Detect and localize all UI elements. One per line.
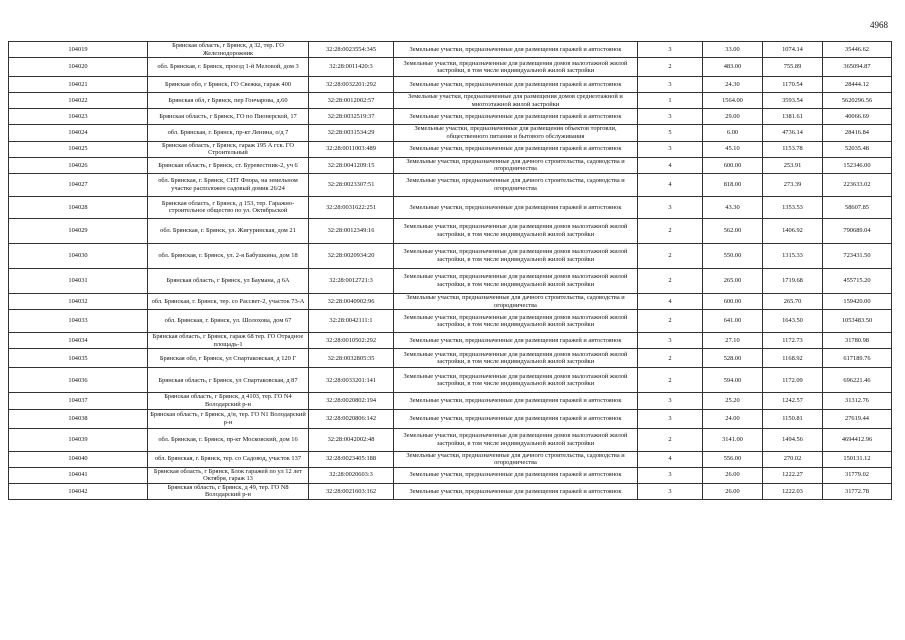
row-cadastral-value: 790689.04 — [823, 218, 892, 243]
row-land-use: Земельные участки, предназначенные для размещения домов малоэтажной жилой застройки, в том числе индивидуальной жилой застройки — [394, 368, 638, 393]
row-cadastral-value: 52035.48 — [823, 141, 892, 157]
row-land-use: Земельные участки, предназначенные для размещения домов малоэтажной жилой застройки, в том числе индивидуальной жилой застройки — [394, 218, 638, 243]
row-specific-value: 755.89 — [763, 58, 823, 77]
table-row — [9, 333, 892, 349]
row-area: 550.00 — [703, 243, 763, 268]
row-area: 562.00 — [703, 218, 763, 243]
row-specific-value: 1172.09 — [763, 368, 823, 393]
row-area: 27.10 — [703, 333, 763, 349]
row-cadastral-number: 32:28:0012721:3 — [309, 268, 394, 293]
row-group: 3 — [638, 333, 703, 349]
row-cadastral-value: 31772.78 — [823, 483, 892, 499]
row-cadastral-value: 696221.46 — [823, 368, 892, 393]
row-cadastral-value: 40066.69 — [823, 109, 892, 125]
row-cadastral-number: 32:28:0020802:194 — [309, 393, 394, 409]
row-cadastral-number: 32:28:0023307:51 — [309, 173, 394, 196]
row-address: обл. Брянская, г. Брянск, тер. со Садовод, участок 137 — [148, 451, 309, 467]
table-row — [9, 268, 892, 293]
row-group: 2 — [638, 268, 703, 293]
row-cadastral-value: 31780.98 — [823, 333, 892, 349]
row-address: Брянская обл, г Брянск, ГО Свежка, гараж 400 — [148, 77, 309, 93]
row-cadastral-value: 1053483.50 — [823, 310, 892, 333]
row-area: 556.00 — [703, 451, 763, 467]
row-land-use: Земельные участки, предназначенные для размещения домов среднеэтажной и многоэтажной жилой застройки — [394, 93, 638, 109]
row-group: 2 — [638, 58, 703, 77]
table-row — [9, 196, 892, 218]
row-cadastral-value: 223633.02 — [823, 173, 892, 196]
row-land-use: Земельные участки, предназначенные для дачного строительства, садоводства и огородничества — [394, 173, 638, 196]
row-area: 600.00 — [703, 293, 763, 309]
row-land-use: Земельные участки, предназначенные для размещения гаражей и автостоянок — [394, 109, 638, 125]
row-group: 1 — [638, 93, 703, 109]
row-group: 3 — [638, 141, 703, 157]
row-land-use: Земельные участки, предназначенные для размещения гаражей и автостоянок — [394, 483, 638, 499]
row-id: 104040 — [9, 451, 148, 467]
row-specific-value: 1406.92 — [763, 218, 823, 243]
row-id: 104019 — [9, 42, 148, 58]
row-id: 104033 — [9, 310, 148, 333]
row-cadastral-number: 32:28:0032519:37 — [309, 109, 394, 125]
row-area: 33.00 — [703, 42, 763, 58]
row-land-use: Земельные участки, предназначенные для размещения домов малоэтажной жилой застройки, в том числе индивидуальной жилой застройки — [394, 428, 638, 451]
row-cadastral-value: 28416.84 — [823, 125, 892, 141]
row-id: 104022 — [9, 93, 148, 109]
row-address: обл. Брянская, г. Брянск, ул. Жигуринская, дом 21 — [148, 218, 309, 243]
row-id: 104041 — [9, 467, 148, 483]
row-id: 104027 — [9, 173, 148, 196]
row-specific-value: 1153.78 — [763, 141, 823, 157]
table-row — [9, 349, 892, 368]
row-address: Брянская область, г Брянск, д 32, тер. ГО Железнодорожник — [148, 42, 309, 58]
row-land-use: Земельные участки, предназначенные для дачного строительства, садоводства и огородничества — [394, 451, 638, 467]
row-specific-value: 1222.03 — [763, 483, 823, 499]
row-group: 4 — [638, 173, 703, 196]
row-specific-value: 1643.50 — [763, 310, 823, 333]
row-id: 104029 — [9, 218, 148, 243]
row-address: Брянская обл, г Брянск, пер Гончарова, д.60 — [148, 93, 309, 109]
row-address: обл. Брянская, г. Брянск, тер. со Рассвет-2, участок 73-А — [148, 293, 309, 309]
row-address: обл. Брянская, г. Брянск, проезд 1-й Меловой, дом 3 — [148, 58, 309, 77]
row-cadastral-value: 159420.00 — [823, 293, 892, 309]
row-area: 25.20 — [703, 393, 763, 409]
row-specific-value: 4736.14 — [763, 125, 823, 141]
row-id: 104020 — [9, 58, 148, 77]
row-cadastral-number: 32:28:0042002:48 — [309, 428, 394, 451]
row-area: 26.00 — [703, 467, 763, 483]
row-cadastral-value: 35446.62 — [823, 42, 892, 58]
row-land-use: Земельные участки, предназначенные для размещения домов малоэтажной жилой застройки, в том числе индивидуальной жилой застройки — [394, 58, 638, 77]
row-id: 104028 — [9, 196, 148, 218]
row-cadastral-value: 28444.12 — [823, 77, 892, 93]
row-id: 104035 — [9, 349, 148, 368]
row-land-use: Земельные участки, предназначенные для размещения гаражей и автостоянок — [394, 196, 638, 218]
table-row — [9, 77, 892, 93]
row-cadastral-number: 32:28:0010502:292 — [309, 333, 394, 349]
row-land-use: Земельные участки, предназначенные для размещения гаражей и автостоянок — [394, 393, 638, 409]
row-specific-value: 3593.54 — [763, 93, 823, 109]
row-land-use: Земельные участки, предназначенные для размещения гаражей и автостоянок — [394, 42, 638, 58]
row-cadastral-value: 4694412.96 — [823, 428, 892, 451]
row-address: Брянская область, г Брянск, Блок гаражей по ул 12 лет Октября, гараж 13 — [148, 467, 309, 483]
row-id: 104025 — [9, 141, 148, 157]
row-cadastral-number: 32:28:0033201:141 — [309, 368, 394, 393]
row-area: 6.00 — [703, 125, 763, 141]
row-group: 3 — [638, 42, 703, 58]
row-area: 265.00 — [703, 268, 763, 293]
table-row — [9, 393, 892, 409]
row-group: 4 — [638, 451, 703, 467]
row-specific-value: 1315.33 — [763, 243, 823, 268]
row-land-use: Земельные участки, предназначенные для размещения домов малоэтажной жилой застройки, в том числе индивидуальной жилой застройки — [394, 349, 638, 368]
row-area: 45.10 — [703, 141, 763, 157]
row-area: 818.00 — [703, 173, 763, 196]
table-row — [9, 93, 892, 109]
table-row — [9, 42, 892, 58]
row-area: 24.00 — [703, 409, 763, 428]
row-group: 4 — [638, 157, 703, 173]
row-id: 104042 — [9, 483, 148, 499]
row-group: 2 — [638, 218, 703, 243]
page-number: 4968 — [870, 20, 888, 30]
row-id: 104034 — [9, 333, 148, 349]
row-id: 104024 — [9, 125, 148, 141]
row-group: 5 — [638, 125, 703, 141]
row-cadastral-number: 32:28:0032201:292 — [309, 77, 394, 93]
row-area: 483.00 — [703, 58, 763, 77]
row-group: 2 — [638, 349, 703, 368]
row-specific-value: 1353.53 — [763, 196, 823, 218]
row-id: 104030 — [9, 243, 148, 268]
row-id: 104037 — [9, 393, 148, 409]
row-cadastral-number: 32:28:0031622:251 — [309, 196, 394, 218]
row-specific-value: 253.91 — [763, 157, 823, 173]
row-specific-value: 270.02 — [763, 451, 823, 467]
row-address: обл. Брянская, г. Брянск, пр-кт Ленина, о/д 7 — [148, 125, 309, 141]
row-cadastral-number: 32:28:0021603:162 — [309, 483, 394, 499]
row-group: 3 — [638, 196, 703, 218]
row-cadastral-number: 32:28:0020934:20 — [309, 243, 394, 268]
table-row — [9, 451, 892, 467]
table-row — [9, 157, 892, 173]
table-row — [9, 428, 892, 451]
row-specific-value: 1494.56 — [763, 428, 823, 451]
table-body — [9, 42, 892, 500]
row-land-use: Земельные участки, предназначенные для размещения домов малоэтажной жилой застройки, в том числе индивидуальной жилой застройки — [394, 268, 638, 293]
table-row — [9, 293, 892, 309]
row-land-use: Земельные участки, предназначенные для размещения гаражей и автостоянок — [394, 467, 638, 483]
row-area: 3141.00 — [703, 428, 763, 451]
row-address: Брянская область, г Брянск, гараж 68 тер. ГО Отрадное площадь-1 — [148, 333, 309, 349]
row-cadastral-value: 455715.20 — [823, 268, 892, 293]
row-address: обл. Брянская, г. Брянск, ул. Шолохова, дом 67 — [148, 310, 309, 333]
row-address: Брянская область, г Брянск, д 153, тер. Гаражно-строительное общество по ул. Октябрьской — [148, 196, 309, 218]
row-area: 528.00 — [703, 349, 763, 368]
row-cadastral-value: 150131.12 — [823, 451, 892, 467]
row-specific-value: 1242.57 — [763, 393, 823, 409]
row-address: обл. Брянская, г. Брянск, пр-кт Московский, дом 16 — [148, 428, 309, 451]
row-id: 104023 — [9, 109, 148, 125]
row-land-use: Земельные участки, предназначенные для дачного строительства, садоводства и огородничества — [394, 293, 638, 309]
row-group: 3 — [638, 467, 703, 483]
row-cadastral-value: 5620296.56 — [823, 93, 892, 109]
table-row — [9, 173, 892, 196]
row-cadastral-value: 723431.50 — [823, 243, 892, 268]
row-area: 600.00 — [703, 157, 763, 173]
row-cadastral-number: 32:28:0011420:3 — [309, 58, 394, 77]
row-group: 3 — [638, 393, 703, 409]
row-id: 104026 — [9, 157, 148, 173]
row-specific-value: 1170.54 — [763, 77, 823, 93]
row-id: 104031 — [9, 268, 148, 293]
row-cadastral-value: 617189.76 — [823, 349, 892, 368]
row-area: 26.00 — [703, 483, 763, 499]
table-row — [9, 125, 892, 141]
table-row — [9, 483, 892, 499]
row-address: Брянская область, г Брянск, д/н, тер. ГО N1 Володарский р-н — [148, 409, 309, 428]
row-cadastral-number: 32:28:0041209:15 — [309, 157, 394, 173]
row-area: 43.30 — [703, 196, 763, 218]
row-address: Брянская обл, г Брянск, ул Спартаковская, д 120 Г — [148, 349, 309, 368]
row-group: 3 — [638, 109, 703, 125]
table-row — [9, 218, 892, 243]
row-address: Брянская область, г Брянск, ст. Буревестник-2, уч 6 — [148, 157, 309, 173]
row-address: Брянская область, г Брянск, ГО по Пионерской, 17 — [148, 109, 309, 125]
row-id: 104021 — [9, 77, 148, 93]
table-row — [9, 409, 892, 428]
row-specific-value: 1168.92 — [763, 349, 823, 368]
row-specific-value: 1172.73 — [763, 333, 823, 349]
row-address: Брянская область, г Брянск, д 4103, тер. ГО N4 Володарский р-н — [148, 393, 309, 409]
table-row — [9, 109, 892, 125]
row-group: 2 — [638, 243, 703, 268]
row-address: обл. Брянская, г. Брянск, СНТ Флора, на земельном участке расположен садовый домик 26/24 — [148, 173, 309, 196]
row-cadastral-value: 152346.00 — [823, 157, 892, 173]
row-cadastral-value: 27619.44 — [823, 409, 892, 428]
row-land-use: Земельные участки, предназначенные для размещения гаражей и автостоянок — [394, 77, 638, 93]
row-cadastral-value: 365094.87 — [823, 58, 892, 77]
table-row — [9, 467, 892, 483]
row-address: Брянская область, г Брянск, гараж 195 А гск. ГО Строительный — [148, 141, 309, 157]
row-cadastral-number: 32:28:0031534:29 — [309, 125, 394, 141]
row-specific-value: 273.39 — [763, 173, 823, 196]
row-id: 104036 — [9, 368, 148, 393]
row-address: Брянская область, г Брянск, д 49, тер. ГО N8 Володарский р-н — [148, 483, 309, 499]
row-area: 594.00 — [703, 368, 763, 393]
row-specific-value: 1381.61 — [763, 109, 823, 125]
row-group: 2 — [638, 310, 703, 333]
row-area: 29.00 — [703, 109, 763, 125]
row-land-use: Земельные участки, предназначенные для размещения домов малоэтажной жилой застройки, в том числе индивидуальной жилой застройки — [394, 243, 638, 268]
row-land-use: Земельные участки, предназначенные для размещения домов малоэтажной жилой застройки, в том числе индивидуальной жилой застройки — [394, 310, 638, 333]
row-cadastral-number: 32:28:0020603:3 — [309, 467, 394, 483]
row-id: 104039 — [9, 428, 148, 451]
row-address: Брянская область, г Брянск, ул Баумана, д 6А — [148, 268, 309, 293]
row-land-use: Земельные участки, предназначенные для дачного строительства, садоводства и огородничества — [394, 157, 638, 173]
row-cadastral-number: 32:28:0011003:489 — [309, 141, 394, 157]
row-specific-value: 1150.81 — [763, 409, 823, 428]
row-land-use: Земельные участки, предназначенные для размещения гаражей и автостоянок — [394, 141, 638, 157]
table-row — [9, 243, 892, 268]
row-group: 4 — [638, 293, 703, 309]
row-cadastral-number: 32:28:0012349:16 — [309, 218, 394, 243]
row-cadastral-number: 32:28:0020806:142 — [309, 409, 394, 428]
row-specific-value: 1222.27 — [763, 467, 823, 483]
cadastral-value-table — [8, 41, 892, 500]
row-group: 2 — [638, 368, 703, 393]
table-row — [9, 368, 892, 393]
row-land-use: Земельные участки, предназначенные для размещения гаражей и автостоянок — [394, 333, 638, 349]
table-row — [9, 310, 892, 333]
row-cadastral-value: 31779.02 — [823, 467, 892, 483]
row-group: 2 — [638, 428, 703, 451]
row-land-use: Земельные участки, предназначенные для размещения гаражей и автостоянок — [394, 409, 638, 428]
row-id: 104032 — [9, 293, 148, 309]
row-group: 3 — [638, 409, 703, 428]
row-specific-value: 1074.14 — [763, 42, 823, 58]
row-address: Брянская область, г Брянск, ул Спартаковская, д 87 — [148, 368, 309, 393]
row-cadastral-number: 32:28:0023554:345 — [309, 42, 394, 58]
row-cadastral-number: 32:28:0032805:35 — [309, 349, 394, 368]
row-id: 104038 — [9, 409, 148, 428]
row-cadastral-value: 31312.76 — [823, 393, 892, 409]
row-cadastral-number: 32:28:0012002:57 — [309, 93, 394, 109]
row-area: 641.00 — [703, 310, 763, 333]
row-address: обл. Брянская, г. Брянск, ул. 2-я Бабушкина, дом 18 — [148, 243, 309, 268]
row-group: 3 — [638, 77, 703, 93]
row-specific-value: 1719.68 — [763, 268, 823, 293]
row-area: 24.30 — [703, 77, 763, 93]
row-group: 3 — [638, 483, 703, 499]
row-cadastral-value: 58607.85 — [823, 196, 892, 218]
row-cadastral-number: 32:28:0023405:188 — [309, 451, 394, 467]
row-specific-value: 265.70 — [763, 293, 823, 309]
row-land-use: Земельные участки, предназначенные для размещения объектов торговли, общественного питания и бытового обслуживания — [394, 125, 638, 141]
row-cadastral-number: 32:28:0042111:1 — [309, 310, 394, 333]
row-area: 1564.00 — [703, 93, 763, 109]
table-row — [9, 58, 892, 77]
table-row — [9, 141, 892, 157]
row-cadastral-number: 32:28:0040902:96 — [309, 293, 394, 309]
